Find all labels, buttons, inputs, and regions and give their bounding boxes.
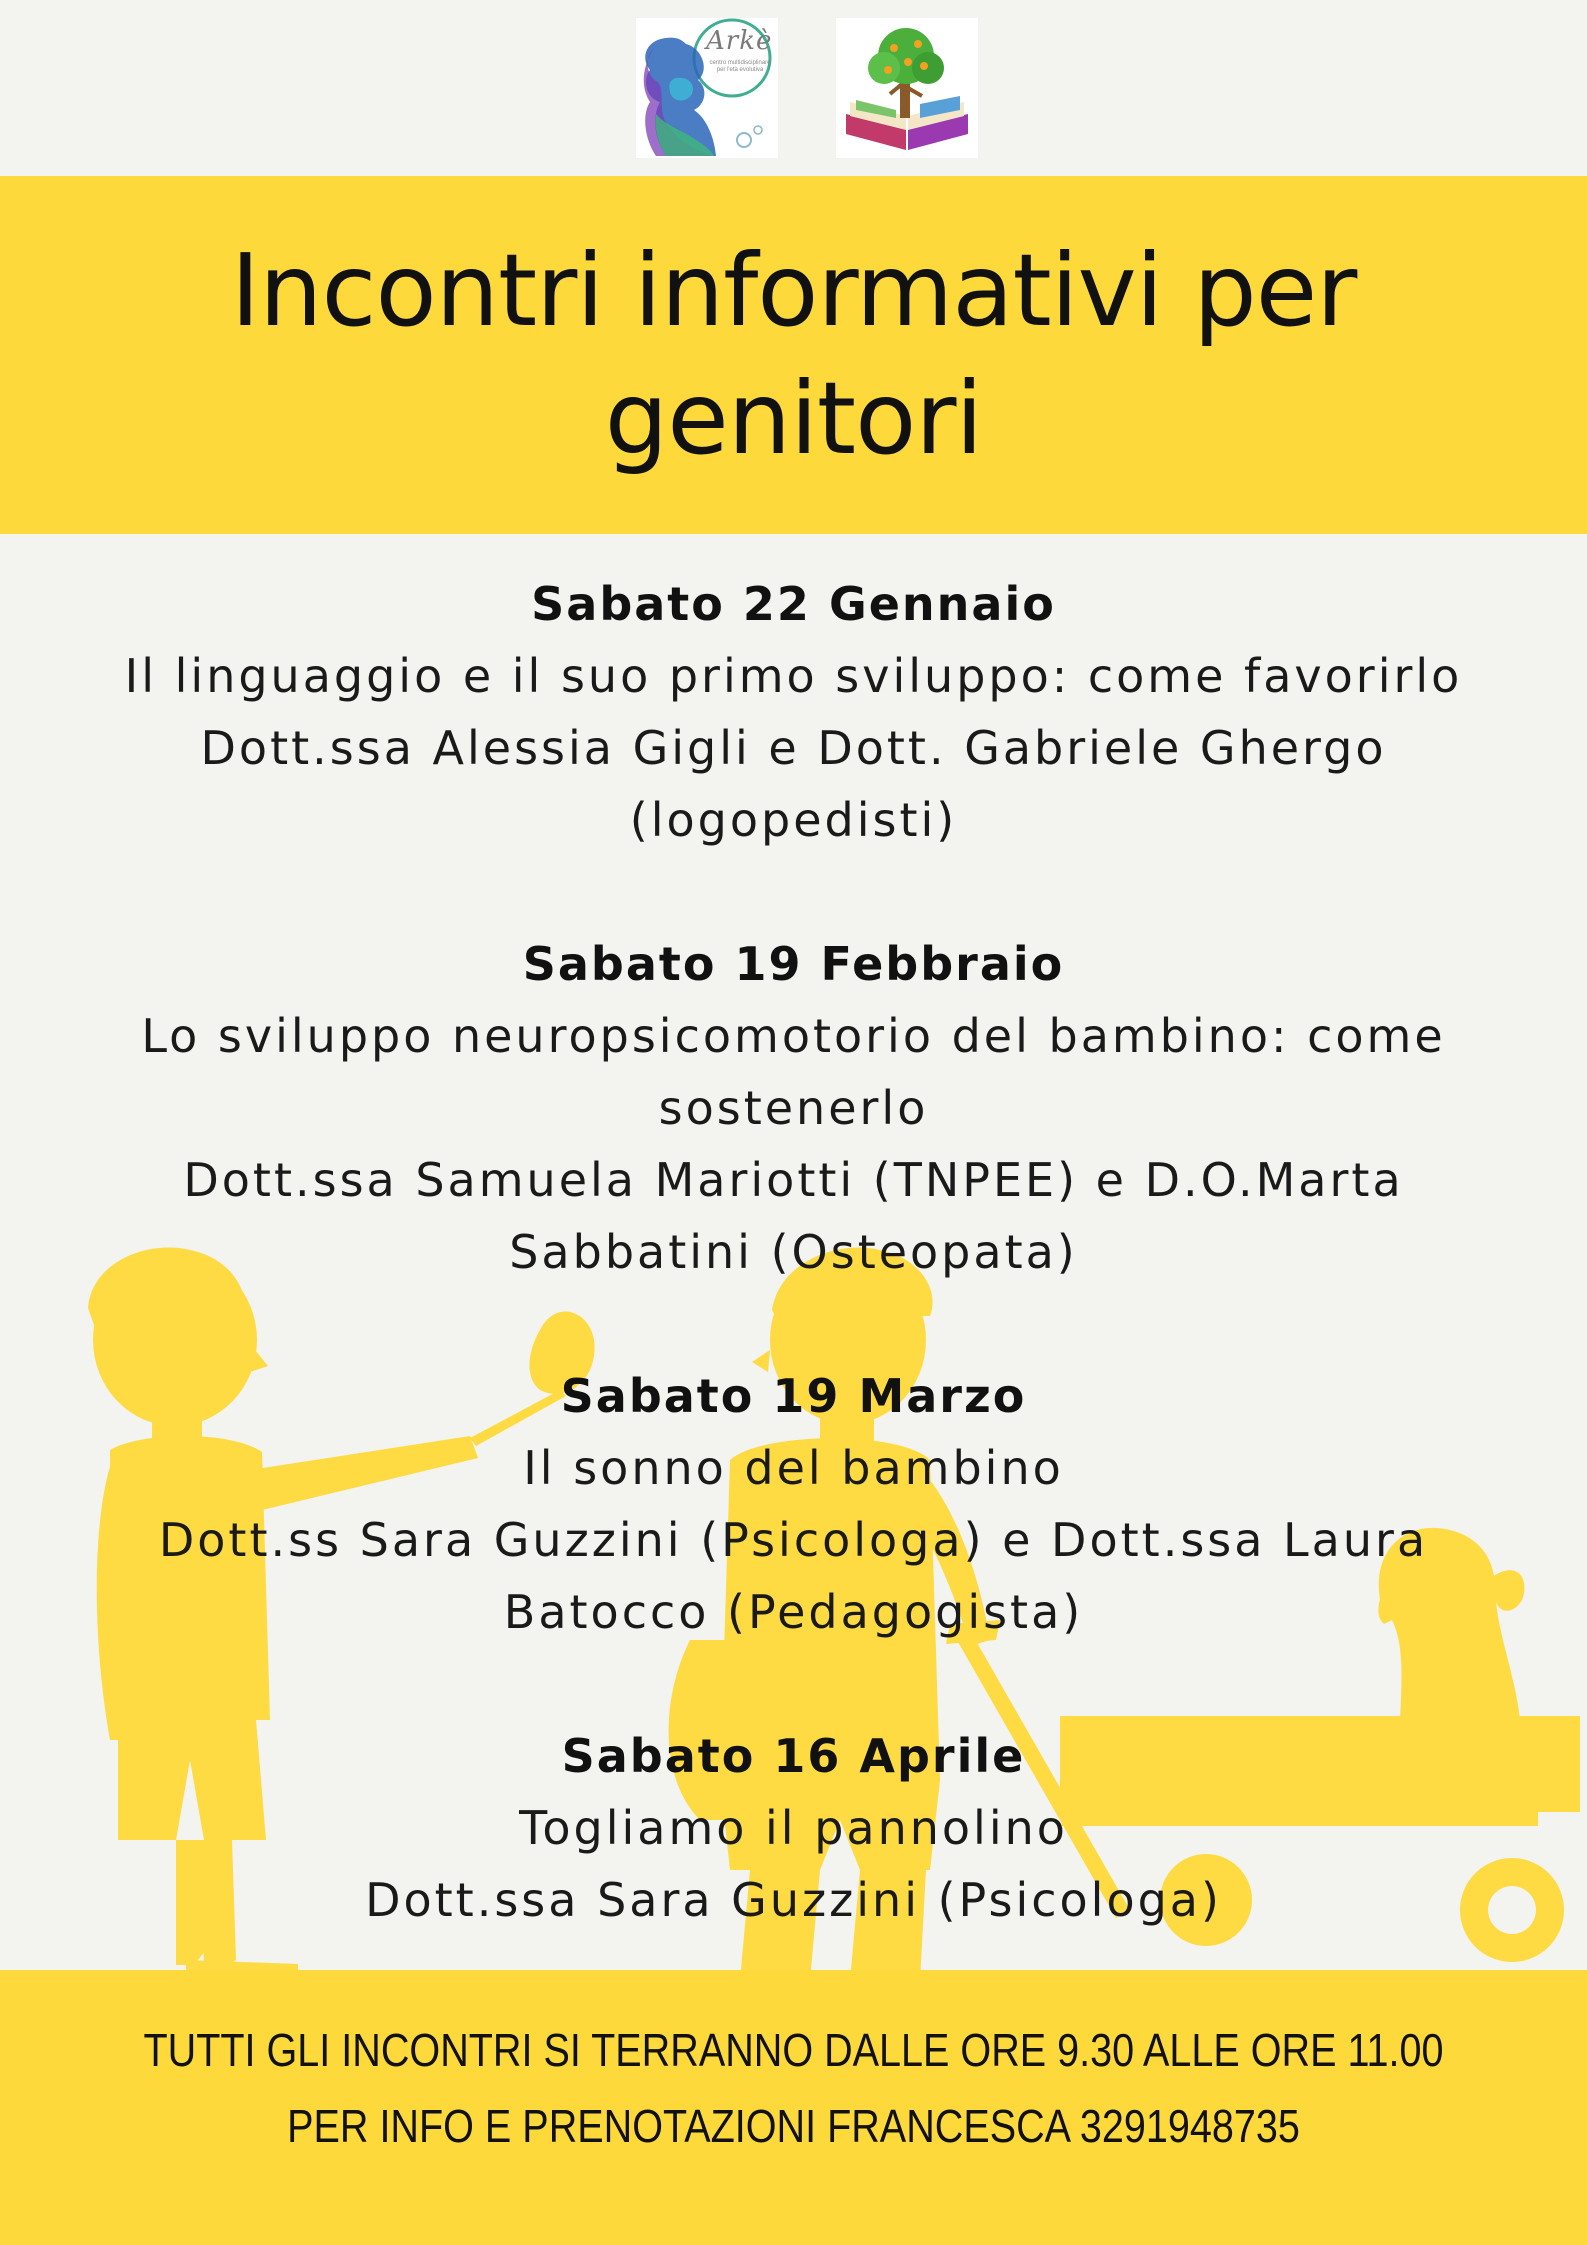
event-date: Sabato 19 Marzo bbox=[560, 1369, 1027, 1423]
event-speakers: Batocco (Pedagogista) bbox=[503, 1585, 1084, 1639]
events-list bbox=[0, 568, 1587, 2008]
event-date: Sabato 22 Gennaio bbox=[531, 577, 1056, 631]
event-item bbox=[0, 1720, 1587, 1936]
info-footer bbox=[0, 1970, 1587, 2245]
tree-book-icon bbox=[836, 18, 978, 158]
event-topic: Lo sviluppo neuropsicomotorio del bambino: come bbox=[141, 1009, 1446, 1063]
event-speakers: Dott.ssa Sara Guzzini (Psicologa) bbox=[365, 1873, 1222, 1927]
arke-logo-subtitle: centro multidisciplinare per l'età evolutiva bbox=[709, 60, 771, 73]
event-date: Sabato 16 Aprile bbox=[561, 1729, 1026, 1783]
event-item bbox=[0, 1360, 1587, 1648]
title-banner bbox=[0, 176, 1587, 534]
event-speakers: Dott.ss Sara Guzzini (Psicologa) e Dott.ssa Laura bbox=[158, 1513, 1429, 1567]
page-title: Incontri informativi per genitori bbox=[230, 232, 1357, 477]
arke-logo-name: Arkè bbox=[706, 26, 773, 56]
tree-book-logo bbox=[836, 18, 978, 158]
event-topic: Il sonno del bambino bbox=[523, 1441, 1064, 1495]
event-item bbox=[0, 928, 1587, 1288]
event-topic: Il linguaggio e il suo primo sviluppo: come favorirlo bbox=[124, 649, 1463, 703]
event-date: Sabato 19 Febbraio bbox=[522, 937, 1065, 991]
arke-logo bbox=[636, 18, 778, 158]
event-item bbox=[0, 568, 1587, 856]
event-speakers: Dott.ssa Samuela Mariotti (TNPEE) e D.O.Marta bbox=[183, 1153, 1404, 1207]
event-speakers: Sabbatini (Osteopata) bbox=[509, 1225, 1078, 1279]
event-speakers: (logopedisti) bbox=[629, 793, 958, 847]
booking-contact: PER INFO E PRENOTAZIONI FRANCESCA 3291948735 bbox=[287, 2100, 1300, 2152]
schedule-note: TUTTI GLI INCONTRI SI TERRANNO DALLE ORE 9.30 ALLE ORE 11.00 bbox=[143, 2024, 1444, 2076]
event-topic: sostenerlo bbox=[658, 1081, 929, 1135]
event-speakers: Dott.ssa Alessia Gigli e Dott. Gabriele Ghergo bbox=[200, 721, 1387, 775]
event-topic: Togliamo il pannolino bbox=[519, 1801, 1068, 1855]
